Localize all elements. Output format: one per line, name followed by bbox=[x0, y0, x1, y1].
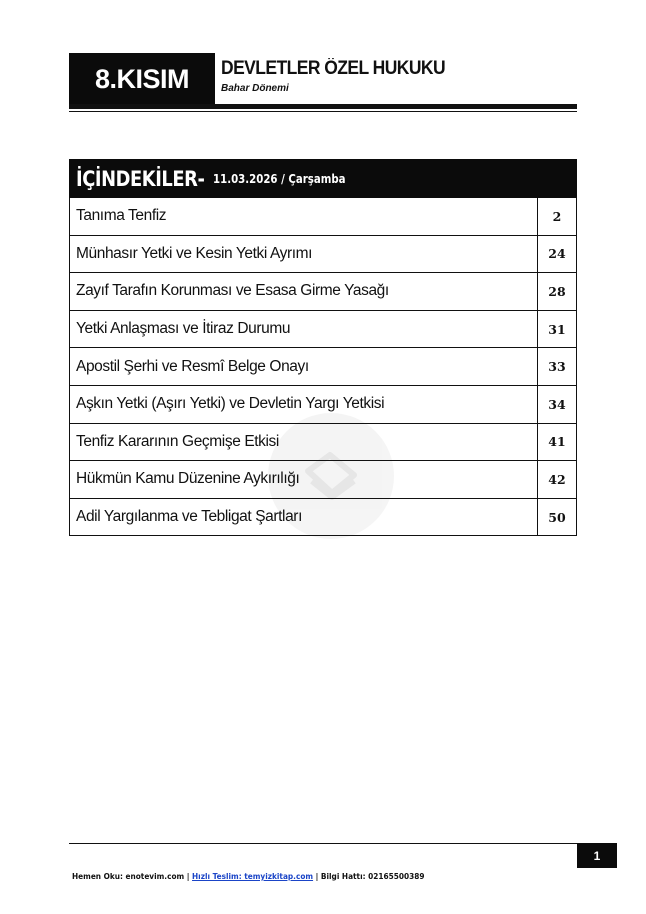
toc-header bbox=[69, 159, 577, 198]
footer-bar bbox=[72, 872, 424, 881]
toc-row[interactable] bbox=[70, 236, 576, 274]
toc-row-label: Tanıma Tenfiz bbox=[76, 207, 167, 225]
toc-row-page: 2 bbox=[537, 198, 576, 235]
section-badge bbox=[69, 53, 215, 105]
toc-row-label: Aşkın Yetki (Aşırı Yetki) ve Devletin Yargı Yetkisi bbox=[76, 395, 385, 413]
toc-row-label: Yetki Anlaşması ve İtiraz Durumu bbox=[76, 320, 291, 338]
footer-separator: | bbox=[315, 872, 319, 881]
toc-rows bbox=[69, 198, 577, 536]
page-number-badge bbox=[577, 843, 617, 868]
toc-row[interactable] bbox=[70, 461, 576, 499]
toc-row-label: Hükmün Kamu Düzenine Aykırılığı bbox=[76, 470, 300, 488]
toc-row-page: 28 bbox=[537, 273, 576, 310]
toc-row-page: 24 bbox=[537, 236, 576, 273]
header-divider-thick bbox=[69, 104, 577, 109]
header-divider-thin bbox=[69, 111, 577, 112]
toc-row-page: 33 bbox=[537, 348, 576, 385]
footer-phone: Bilgi Hattı: 02165500389 bbox=[320, 872, 425, 881]
page-number: 1 bbox=[593, 848, 601, 863]
table-of-contents bbox=[69, 159, 577, 536]
toc-row-label: Adil Yargılanma ve Tebligat Şartları bbox=[76, 508, 302, 526]
footer-separator: | bbox=[186, 872, 190, 881]
toc-row-page: 50 bbox=[537, 499, 576, 536]
toc-date: 11.03.2026 / Çarşamba bbox=[213, 171, 346, 186]
toc-row[interactable] bbox=[70, 386, 576, 424]
toc-row[interactable] bbox=[70, 348, 576, 386]
toc-row-page: 34 bbox=[537, 386, 576, 423]
toc-row-page: 31 bbox=[537, 311, 576, 348]
toc-row-label: Tenfiz Kararının Geçmişe Etkisi bbox=[76, 432, 279, 450]
footer-divider bbox=[69, 843, 577, 844]
toc-row[interactable] bbox=[70, 424, 576, 462]
toc-row-page: 41 bbox=[537, 424, 576, 461]
toc-row[interactable] bbox=[70, 198, 576, 236]
footer-read-link[interactable]: Hemen Oku: enotevim.com bbox=[72, 872, 185, 881]
toc-row[interactable] bbox=[70, 499, 576, 537]
toc-heading: İÇİNDEKİLER- bbox=[76, 166, 205, 191]
toc-row[interactable] bbox=[70, 273, 576, 311]
footer-delivery-link[interactable]: Hızlı Teslim: temyizkitap.com bbox=[192, 872, 314, 881]
toc-row-label: Zayıf Tarafın Korunması ve Esasa Girme Yasağı bbox=[76, 282, 389, 300]
semester-subtitle: Bahar Dönemi bbox=[221, 83, 289, 94]
toc-row[interactable] bbox=[70, 311, 576, 349]
toc-row-label: Münhasır Yetki ve Kesin Yetki Ayrımı bbox=[76, 244, 313, 262]
toc-row-label: Apostil Şerhi ve Resmî Belge Onayı bbox=[76, 357, 309, 375]
course-title: DEVLETLER ÖZEL HUKUKU bbox=[221, 58, 446, 79]
toc-row-page: 42 bbox=[537, 461, 576, 498]
section-label: 8.KISIM bbox=[94, 63, 190, 94]
